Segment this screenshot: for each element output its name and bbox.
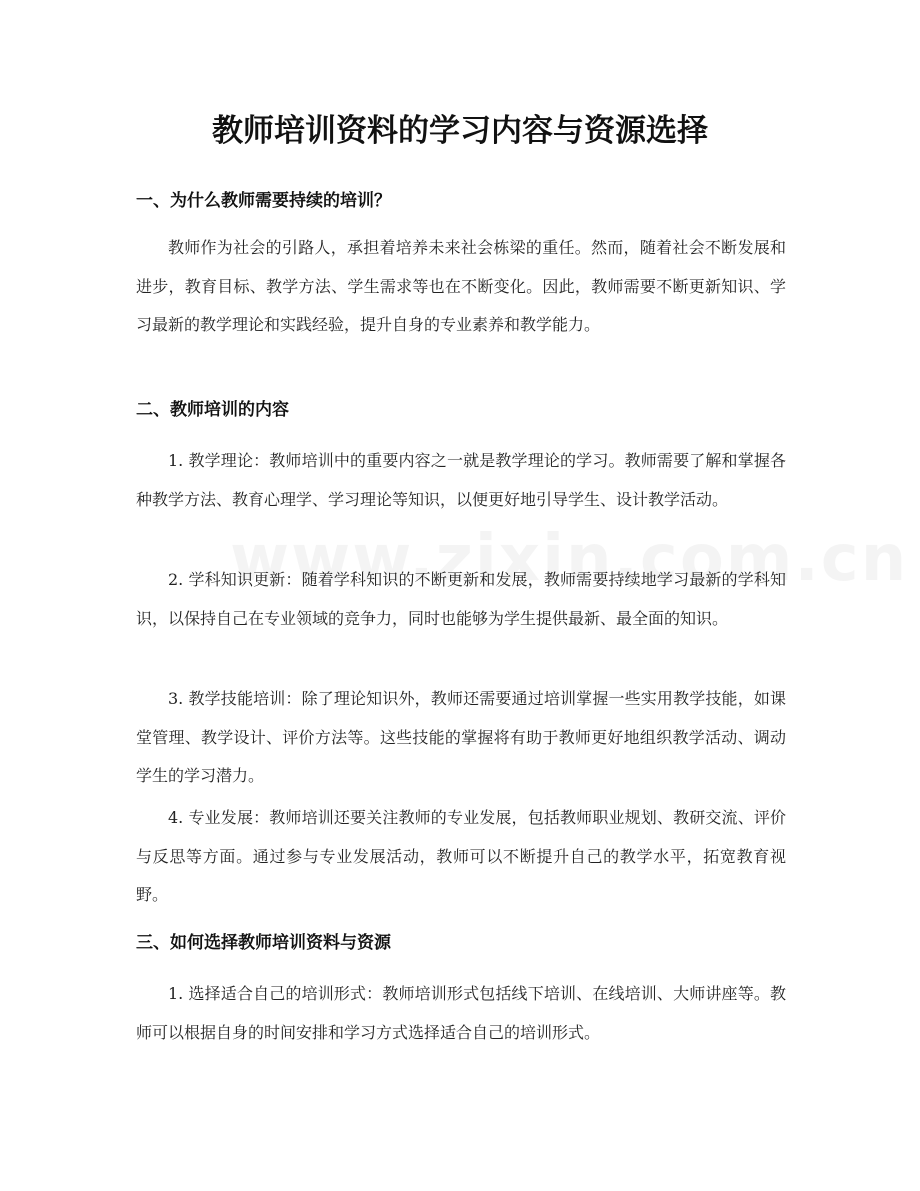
- paragraph: 4. 专业发展：教师培训还要关注教师的专业发展，包括教师职业规划、教研交流、评价与反思等方面。通过参与专业发展活动，教师可以不断提升自己的教学水平，拓宽教育视野。: [136, 808, 786, 904]
- paragraph: 2. 学科知识更新：随着学科知识的不断更新和发展，教师需要持续地学习最新的学科知识，以保持自己在专业领域的竞争力，同时也能够为学生提供最新、最全面的知识。: [136, 570, 786, 628]
- section-heading-1: 一、为什么教师需要持续的培训？: [136, 191, 391, 211]
- paragraph: 3. 教学技能培训：除了理论知识外，教师还需要通过培训掌握一些实用教学技能，如课堂管理、教学设计、评价方法等。这些技能的掌握将有助于教师更好地组织教学活动、调动学生的学习潜力。: [136, 689, 786, 785]
- section-heading-2: 二、教师培训的内容: [136, 400, 289, 420]
- document-title: 教师培训资料的学习内容与资源选择: [212, 113, 708, 149]
- paragraph: 1. 教学理论：教师培训中的重要内容之一就是教学理论的学习。教师需要了解和掌握各种教学方法、教育心理学、学习理论等知识，以便更好地引导学生、设计教学活动。: [136, 451, 786, 509]
- section-heading-3: 三、如何选择教师培训资料与资源: [136, 933, 391, 953]
- paragraph: 1. 选择适合自己的培训形式：教师培训形式包括线下培训、在线培训、大师讲座等。教师可以根据自身的时间安排和学习方式选择适合自己的培训形式。: [136, 984, 786, 1042]
- paragraph: 教师作为社会的引路人，承担着培养未来社会栋梁的重任。然而，随着社会不断发展和进步，教育目标、教学方法、学生需求等也在不断变化。因此，教师需要不断更新知识、学习最新的教学理论和实践经验，提升自身的专业素养和教学能力。: [136, 238, 786, 334]
